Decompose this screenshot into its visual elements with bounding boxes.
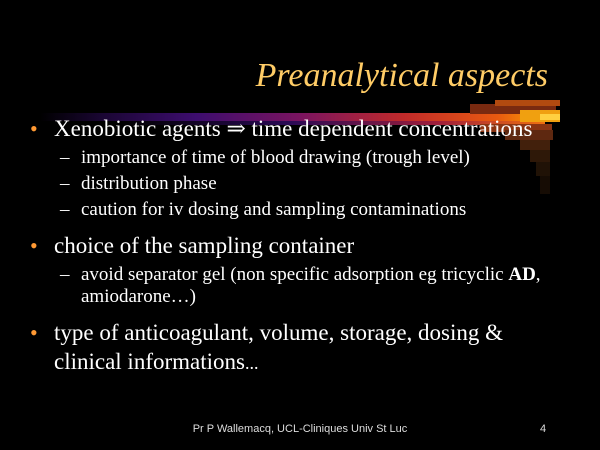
sub-bullet-marker: – — [60, 199, 70, 220]
bullet-item — [30, 318, 575, 378]
sub-bullet-text-bold: AD — [508, 264, 536, 285]
slide-content — [30, 114, 575, 378]
sub-bullet-text: distribution phase — [81, 173, 217, 194]
bullet-item — [30, 114, 575, 143]
slide-title: Preanalytical aspects — [255, 57, 548, 94]
sub-bullet-item — [30, 264, 575, 308]
page-number: 4 — [540, 423, 547, 435]
bullet-text: Xenobiotic agents ⇒ time dependent concentrations — [54, 116, 533, 141]
bullet-marker: • — [30, 233, 38, 258]
sub-bullet-text-suffix: , amiodarone…) — [81, 264, 541, 307]
bullet-marker: • — [30, 320, 38, 345]
sub-bullet-item — [30, 173, 575, 195]
sub-bullet-item — [30, 147, 575, 169]
bullet-text: type of anticoagulant, volume, storage, dosing & clinical informations — [54, 320, 504, 374]
sub-bullet-text: caution for iv dosing and sampling contaminations — [81, 199, 467, 220]
footer-author: Pr P Wallemacq, UCL-Cliniques Univ St Luc — [192, 423, 408, 435]
sub-bullet-text-prefix: avoid separator gel (non specific adsorption eg tricyclic — [81, 264, 509, 285]
bullet-marker: • — [30, 116, 38, 141]
sub-bullet-marker: – — [60, 173, 70, 194]
bullet-text-ellipsis: ... — [244, 353, 259, 373]
sub-bullet-marker: – — [60, 147, 70, 168]
sub-bullet-marker: – — [60, 264, 70, 285]
sub-bullet-item — [30, 199, 575, 221]
sub-bullet-text: importance of time of blood drawing (trough level) — [81, 147, 470, 168]
bullet-item — [30, 231, 575, 260]
bullet-text: choice of the sampling container — [54, 233, 355, 258]
